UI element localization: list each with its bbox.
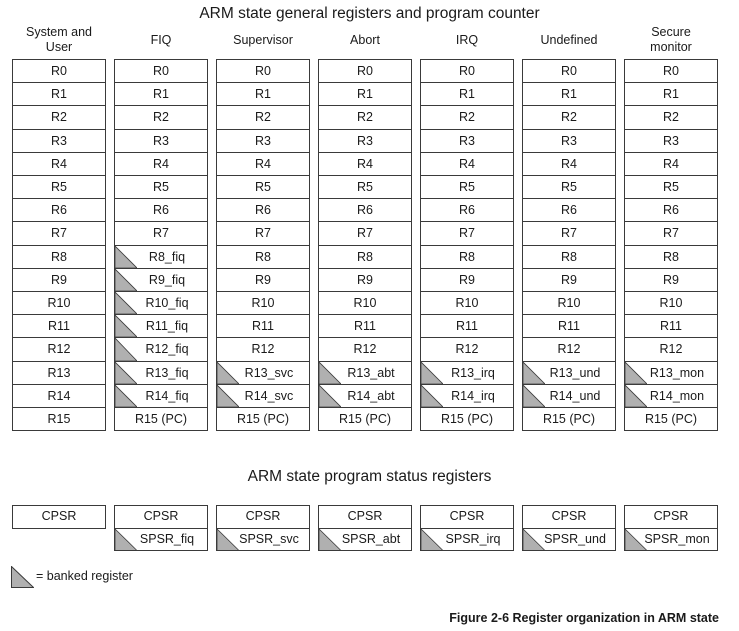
register-cell: R8 bbox=[624, 245, 718, 269]
register-cell: R7 bbox=[12, 221, 106, 246]
register-cell: R10 bbox=[522, 291, 616, 315]
register-cell: R13_abt bbox=[318, 361, 412, 385]
register-cell: R6 bbox=[216, 198, 310, 222]
register-cell: R4 bbox=[420, 152, 514, 176]
register-cell: R7 bbox=[624, 221, 718, 246]
register-cell: R7 bbox=[216, 221, 310, 246]
register-cell: R1 bbox=[114, 82, 208, 106]
register-cell: R5 bbox=[12, 175, 106, 199]
register-cell: R9 bbox=[624, 268, 718, 292]
register-cell: R8 bbox=[522, 245, 616, 269]
register-cell: R6 bbox=[318, 198, 412, 222]
register-cell: R3 bbox=[12, 129, 106, 153]
register-cell: R8_fiq bbox=[114, 245, 208, 269]
register-cell: R9 bbox=[522, 268, 616, 292]
register-cell: R13_fiq bbox=[114, 361, 208, 385]
register-cell: R5 bbox=[114, 175, 208, 199]
banked-triangle-icon bbox=[115, 246, 137, 268]
register-cell: R9 bbox=[12, 268, 106, 292]
register-cell: R13_irq bbox=[420, 361, 514, 385]
register-cell: R1 bbox=[522, 82, 616, 106]
register-cell: R15 bbox=[12, 407, 106, 431]
register-cell: R14_irq bbox=[420, 384, 514, 408]
column-header: IRQ bbox=[455, 33, 479, 47]
banked-triangle-icon bbox=[625, 385, 647, 407]
column-header: FIQ bbox=[150, 33, 172, 47]
register-cell: R8 bbox=[420, 245, 514, 269]
column-header: Secure monitor bbox=[650, 25, 692, 54]
register-cell: R4 bbox=[12, 152, 106, 176]
register-cell: R10 bbox=[318, 291, 412, 315]
register-cell: R3 bbox=[420, 129, 514, 153]
register-cell: R3 bbox=[216, 129, 310, 153]
cpsr-cell: CPSR bbox=[522, 505, 616, 529]
banked-triangle-icon bbox=[319, 529, 341, 551]
register-cell: R14_abt bbox=[318, 384, 412, 408]
register-cell: R2 bbox=[624, 105, 718, 130]
register-cell: R7 bbox=[114, 221, 208, 246]
register-cell: R7 bbox=[420, 221, 514, 246]
spsr-cell: SPSR_fiq bbox=[114, 528, 208, 552]
banked-triangle-icon bbox=[217, 385, 239, 407]
register-cell: R11 bbox=[12, 314, 106, 338]
register-cell: R13_und bbox=[522, 361, 616, 385]
banked-triangle-icon bbox=[217, 529, 239, 551]
register-cell: R2 bbox=[216, 105, 310, 130]
register-cell: R2 bbox=[12, 105, 106, 130]
register-cell: R8 bbox=[216, 245, 310, 269]
register-cell: R4 bbox=[522, 152, 616, 176]
register-cell: R12 bbox=[420, 337, 514, 362]
register-cell: R6 bbox=[12, 198, 106, 222]
psr-title: ARM state program status registers bbox=[247, 468, 492, 485]
register-cell: R12 bbox=[216, 337, 310, 362]
registers-title: ARM state general registers and program counter bbox=[199, 5, 540, 22]
register-cell: R2 bbox=[114, 105, 208, 130]
register-cell: R10 bbox=[420, 291, 514, 315]
register-cell: R6 bbox=[624, 198, 718, 222]
register-cell: R11 bbox=[318, 314, 412, 338]
register-cell: R4 bbox=[624, 152, 718, 176]
register-cell: R14_svc bbox=[216, 384, 310, 408]
spsr-cell: SPSR_mon bbox=[624, 528, 718, 552]
register-cell: R7 bbox=[318, 221, 412, 246]
banked-triangle-icon bbox=[319, 385, 341, 407]
banked-triangle-icon bbox=[523, 529, 545, 551]
banked-triangle-icon bbox=[625, 362, 647, 384]
cpsr-cell: CPSR bbox=[114, 505, 208, 529]
spsr-cell: SPSR_irq bbox=[420, 528, 514, 552]
register-cell: R4 bbox=[216, 152, 310, 176]
register-cell: R9_fiq bbox=[114, 268, 208, 292]
banked-triangle-icon bbox=[115, 362, 137, 384]
register-cell: R15 (PC) bbox=[624, 407, 718, 431]
banked-triangle-icon bbox=[115, 338, 137, 361]
banked-triangle-icon bbox=[421, 529, 443, 551]
register-cell: R10 bbox=[12, 291, 106, 315]
register-cell: R12 bbox=[624, 337, 718, 362]
register-cell: R3 bbox=[624, 129, 718, 153]
register-cell: R1 bbox=[12, 82, 106, 106]
register-cell: R11 bbox=[522, 314, 616, 338]
cpsr-cell: CPSR bbox=[216, 505, 310, 529]
register-cell: R11 bbox=[216, 314, 310, 338]
register-cell: R4 bbox=[318, 152, 412, 176]
register-cell: R14_fiq bbox=[114, 384, 208, 408]
register-cell: R14 bbox=[12, 384, 106, 408]
banked-triangle-icon bbox=[523, 385, 545, 407]
register-cell: R6 bbox=[114, 198, 208, 222]
register-cell: R11 bbox=[420, 314, 514, 338]
register-cell: R6 bbox=[420, 198, 514, 222]
register-cell: R9 bbox=[318, 268, 412, 292]
register-cell: R4 bbox=[114, 152, 208, 176]
register-cell: R5 bbox=[420, 175, 514, 199]
banked-triangle-icon bbox=[11, 566, 34, 588]
register-cell: R0 bbox=[522, 59, 616, 83]
register-cell: R6 bbox=[522, 198, 616, 222]
cpsr-cell: CPSR bbox=[420, 505, 514, 529]
register-cell: R0 bbox=[420, 59, 514, 83]
register-cell: R10_fiq bbox=[114, 291, 208, 315]
banked-triangle-icon bbox=[115, 529, 137, 551]
cpsr-cell: CPSR bbox=[12, 505, 106, 529]
spsr-cell: SPSR_svc bbox=[216, 528, 310, 552]
register-cell: R10 bbox=[624, 291, 718, 315]
register-cell: R0 bbox=[114, 59, 208, 83]
register-cell: R0 bbox=[12, 59, 106, 83]
register-cell: R5 bbox=[624, 175, 718, 199]
register-cell: R12_fiq bbox=[114, 337, 208, 362]
figure-caption: Figure 2-6 Register organization in ARM state bbox=[449, 611, 719, 625]
banked-triangle-icon bbox=[115, 385, 137, 407]
register-cell: R2 bbox=[420, 105, 514, 130]
register-cell: R15 (PC) bbox=[522, 407, 616, 431]
cpsr-cell: CPSR bbox=[624, 505, 718, 529]
register-cell: R14_mon bbox=[624, 384, 718, 408]
register-cell: R7 bbox=[522, 221, 616, 246]
column-header: System and User bbox=[25, 25, 92, 54]
register-cell: R0 bbox=[216, 59, 310, 83]
register-cell: R0 bbox=[318, 59, 412, 83]
banked-triangle-icon bbox=[421, 362, 443, 384]
register-cell: R3 bbox=[522, 129, 616, 153]
spsr-cell: SPSR_abt bbox=[318, 528, 412, 552]
register-cell: R15 (PC) bbox=[216, 407, 310, 431]
register-cell: R0 bbox=[624, 59, 718, 83]
register-cell: R13 bbox=[12, 361, 106, 385]
register-cell: R15 (PC) bbox=[420, 407, 514, 431]
banked-triangle-icon bbox=[523, 362, 545, 384]
register-cell: R5 bbox=[522, 175, 616, 199]
register-cell: R13_svc bbox=[216, 361, 310, 385]
register-cell: R10 bbox=[216, 291, 310, 315]
spsr-cell: SPSR_und bbox=[522, 528, 616, 552]
register-cell: R1 bbox=[318, 82, 412, 106]
register-cell: R1 bbox=[216, 82, 310, 106]
register-cell: R1 bbox=[420, 82, 514, 106]
register-cell: R12 bbox=[318, 337, 412, 362]
register-cell: R9 bbox=[420, 268, 514, 292]
banked-triangle-icon bbox=[217, 362, 239, 384]
legend-label: = banked register bbox=[36, 569, 133, 583]
register-cell: R12 bbox=[522, 337, 616, 362]
register-cell: R5 bbox=[318, 175, 412, 199]
register-cell: R13_mon bbox=[624, 361, 718, 385]
column-header: Supervisor bbox=[233, 33, 293, 47]
register-cell: R12 bbox=[12, 337, 106, 362]
banked-triangle-icon bbox=[115, 315, 137, 337]
register-cell: R1 bbox=[624, 82, 718, 106]
banked-triangle-icon bbox=[421, 385, 443, 407]
register-cell: R2 bbox=[318, 105, 412, 130]
cpsr-cell: CPSR bbox=[318, 505, 412, 529]
register-cell: R11_fiq bbox=[114, 314, 208, 338]
register-cell: R15 (PC) bbox=[114, 407, 208, 431]
column-header: Undefined bbox=[540, 33, 598, 47]
register-cell: R3 bbox=[318, 129, 412, 153]
register-cell: R9 bbox=[216, 268, 310, 292]
banked-triangle-icon bbox=[319, 362, 341, 384]
register-cell: R11 bbox=[624, 314, 718, 338]
register-cell: R8 bbox=[12, 245, 106, 269]
banked-triangle-icon bbox=[115, 269, 137, 291]
register-cell: R5 bbox=[216, 175, 310, 199]
register-cell: R14_und bbox=[522, 384, 616, 408]
column-header: Abort bbox=[350, 33, 380, 47]
banked-triangle-icon bbox=[115, 292, 137, 314]
register-cell: R8 bbox=[318, 245, 412, 269]
register-cell: R15 (PC) bbox=[318, 407, 412, 431]
register-cell: R3 bbox=[114, 129, 208, 153]
register-cell: R2 bbox=[522, 105, 616, 130]
